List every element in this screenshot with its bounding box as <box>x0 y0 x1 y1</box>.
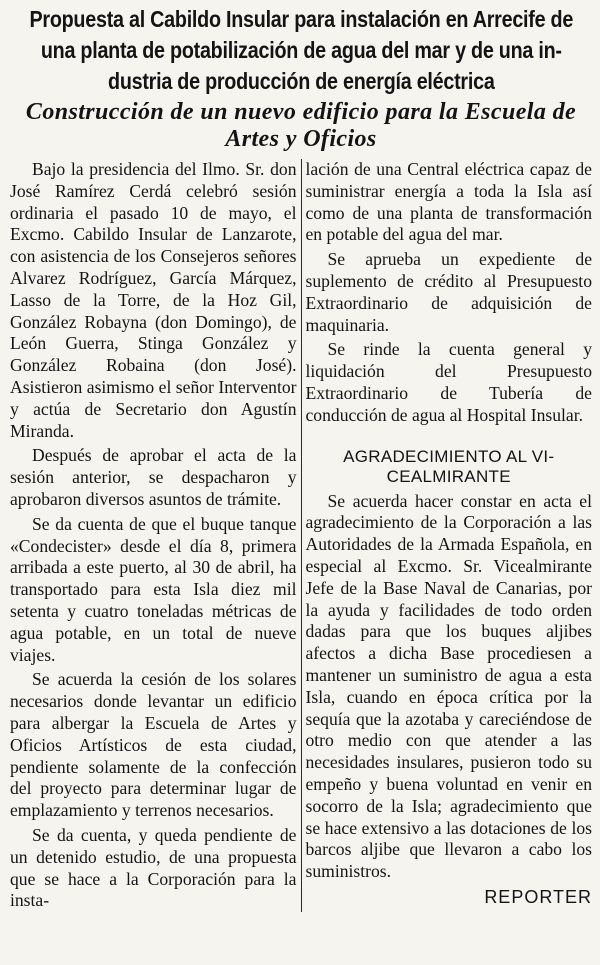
paragraph: Se aprueba un expediente de suplemento de crédito al Presupuesto Extraordinario de adquisición de maquinaria. <box>305 249 592 335</box>
paragraph: Se rinde la cuenta general y liquidación del Presupuesto Extraordinario de Tubería de conducción de agua al Hospital Insular. <box>305 339 592 425</box>
subheadline-line-1: Construcción de un nuevo edificio para la Escuela de <box>25 99 577 125</box>
paragraph: Se acuerda la cesión de los solares necesarios donde levantar un edificio para albergar la Escuela de Artes y Oficios Artísticos de esta ciudad, pendiente solamente de la confección del proyecto para determinar lugar de emplazamiento y terrenos necesarios. <box>10 669 297 821</box>
paragraph: Después de aprobar el acta de la sesión anterior, se despacharon y aprobaron diversos asuntos de trámite. <box>10 445 297 509</box>
section-heading-line-1: AGRADECIMIENTO AL VI- <box>343 446 555 466</box>
byline: REPORTER <box>484 886 592 907</box>
headline-line-1: Propuesta al Cabildo Insular para instalación en Arrecife de <box>29 6 573 32</box>
paragraph: lación de una Central eléctrica capaz de suministrar energía a toda la Isla así como de una planta de transformación en potable del agua del mar. <box>305 159 592 245</box>
paragraph: Se acuerda hacer constar en acta el agradecimiento de la Corporación a las Autoridades de la Armada Española, en especial al Excmo. Sr. Vicealmirante Jefe de la Base Naval de Canarias, por la ayuda y facilidades de todo orden dadas para que los buques aljibes afectos a dicha Base procediesen a mantener un suministro de agua a esta Isla, cuando en época crítica por la sequía que la azotaba y careciéndose de otro medio con que atender a las necesidades insulares, pusieron todo su empeño y buena voluntad en venir en socorro de la Isla; agradecimiento que se hace extensivo a las dotaciones de los barcos aljibe que llevaron a cabo los suministros. <box>305 490 592 882</box>
paragraph: Se da cuenta de que el buque tanque «Condecister» desde el día 8, primera arribada a este puerto, al 30 de abril, ha transportado para esta Isla diez mil setenta y cuatro toneladas métricas de agua potable, en un total de nueve viajes. <box>10 513 297 665</box>
section-heading-line-2: CEALMIRANTE <box>386 466 511 486</box>
section-heading <box>306 447 593 487</box>
headline-line-3: dustria de producción de energía eléctrica <box>107 68 495 94</box>
column-divider <box>301 159 302 912</box>
right-column <box>306 159 593 912</box>
article-columns <box>10 159 592 912</box>
headline <box>10 4 592 97</box>
headline-line-2: una planta de potabilización de agua del mar y de una in- <box>40 37 562 63</box>
subheadline <box>10 99 592 153</box>
subheadline-line-2: Artes y Oficios <box>225 126 377 152</box>
left-column <box>10 159 297 912</box>
paragraph: Se da cuenta, y queda pendiente de un detenido estudio, de una propuesta que se hace a la Corporación para la insta- <box>10 824 297 911</box>
paragraph: Bajo la presidencia del Ilmo. Sr. don José Ramírez Cerdá celebró sesión ordinaria el pasado 10 de mayo, el Excmo. Cabildo Insular de Lanzarote, con asistencia de los Consejeros señores Alvarez Rodríguez, García Márquez, Lasso de la Torre, de la Hoz Gil, González Robayna (don Domingo), de León Guerra, Stinga González y González Robaina (don José). Asistieron asimismo el señor Interventor y actúa de Secretario don Agustín Miranda. <box>10 159 297 441</box>
